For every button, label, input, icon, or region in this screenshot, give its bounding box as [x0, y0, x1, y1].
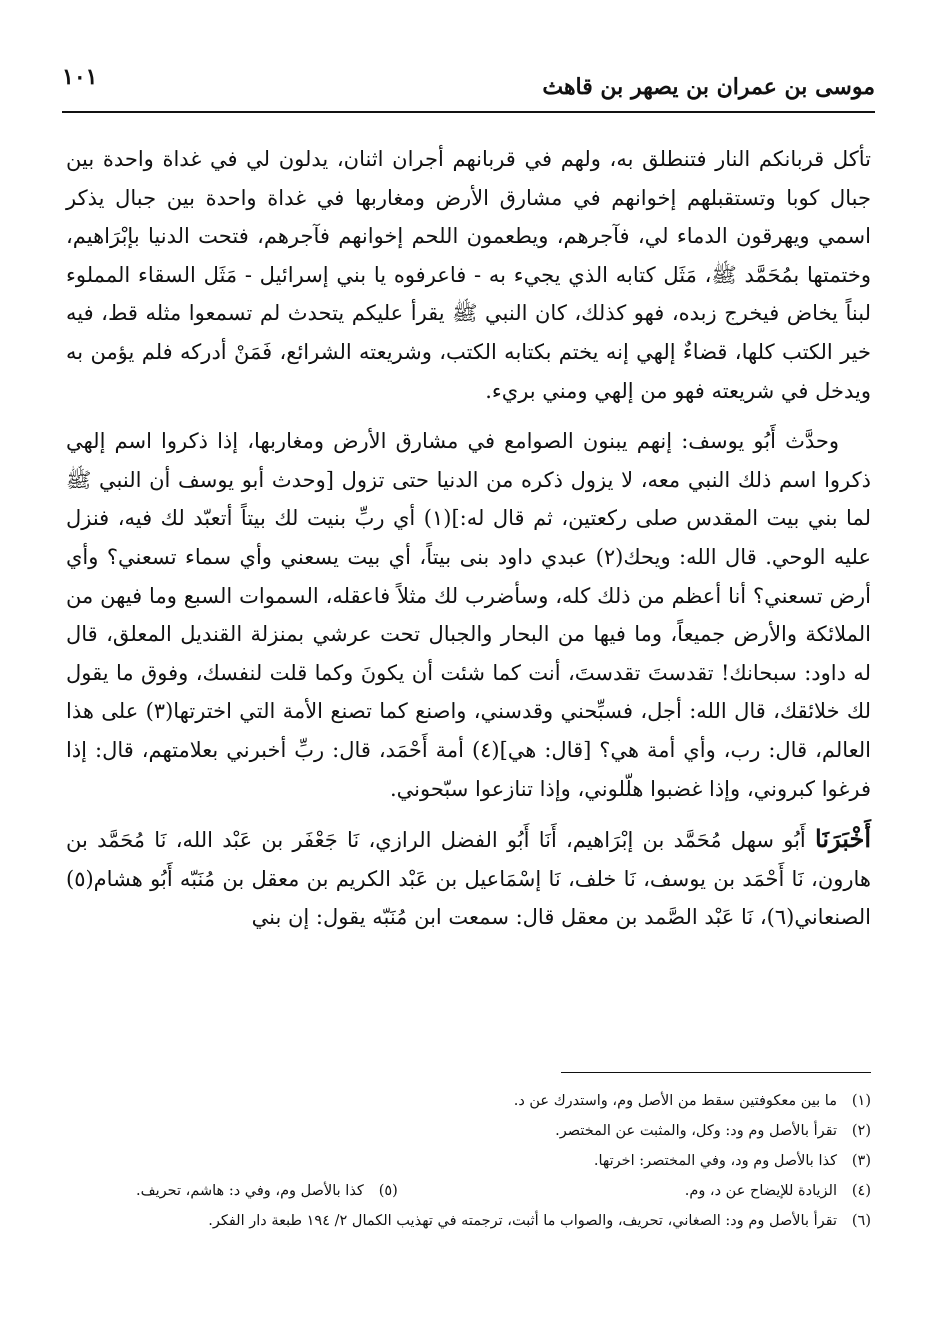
header-divider — [62, 111, 875, 113]
footnote-number: (١) — [851, 1093, 871, 1109]
footnote-2 — [66, 1116, 871, 1146]
footnote-text: الزيادة للإيضاح عن د، وم. — [684, 1183, 837, 1199]
paragraph-3-text: أَبُو سهل مُحَمَّد بن إبْرَاهيم، أَنَا أَبُو الفضل الرازي، نَا جَعْفَر بن عَبْد الله، نَا مُحَمَّد بن هارون، نَا أَحْمَد بن يوسف، نَا خلف، نَا إسْمَاعيل بن عَبْد الكريم بن معقل بن مُنَبّه أَبُو هشام(٥) الصنعاني(٦)، نَا عَبْد الصَّمد بن معقل قال: سمعت ابن مُنَبّه يقول: إن بني — [66, 828, 871, 930]
footnote-number: (٥) — [378, 1183, 398, 1199]
footnote-text: تقرأ بالأصل وم ود: الصغاني، تحريف، والصواب ما أثبت، ترجمته في تهذيب الكمال ٢/ ١٩٤ طبعة دار الفكر. — [208, 1213, 837, 1229]
main-text — [66, 140, 871, 937]
footnote-text: كذا بالأصل وم، وفي د: هاشم، تحريف. — [136, 1183, 364, 1199]
footnote-text: كذا بالأصل وم ود، وفي المختصر: اخرتها. — [593, 1153, 837, 1169]
page-number: ١٠١ — [62, 64, 98, 90]
footnote-divider — [561, 1072, 871, 1073]
footnote-number: (٦) — [851, 1213, 871, 1229]
footnote-4 — [66, 1176, 871, 1206]
footnote-text: تقرأ بالأصل وم ود: وكل، والمثبت عن المختصر. — [555, 1123, 837, 1139]
footnote-6 — [66, 1206, 871, 1236]
footnote-1 — [66, 1086, 871, 1116]
footnote-5 — [136, 1176, 398, 1206]
running-header — [62, 62, 875, 106]
chapter-title: موسى بن عمران بن يصهر بن قاهث — [542, 74, 875, 100]
footnote-text: ما بين معكوفتين سقط من الأصل وم، واستدرك عن د. — [513, 1093, 837, 1109]
footnote-3 — [66, 1146, 871, 1176]
paragraph-2: وحدَّث أَبُو يوسف: إنهم يبنون الصوامع في مشارق الأرض ومغاربها، إذا ذكروا اسم إلهي ذكروا اسم ذلك النبي معه، لا يزول ذكره من الدنيا حتى تزول [وحدث أبو يوسف أن النبي ﷺ لما بني بيت المقدس صلى ركعتين، ثم قال له:](١) أي ربِّ بنيت لك بيتاً أتعبّد لك فيه، فنزل عليه الوحي. قال الله: ويحك(٢) عبدي داود بنى بيتاً، أي بيت يسعني وأي سماء تسعني؟ وأي أرض تسعني؟ أنا أعظم من ذلك كله، وسأضرب لك مثلاً فاعقله، السموات السبع وما فيهن من الملائكة والأرض جميعاً، وما فيها من البحار والجبال تحت عرشي بمنزلة القنديل المعلق، قال له داود: سبحانك! تقدستَ تقدستَ، أنت كما شئت أن يكونَ وكما قلت لنفسك، وفوق ما يقول لك خلائقك، قال الله: أجل، فسبِّحني وقدسني، واصنع كما تصنع الأمة التي اخترتها(٣) على هذا العالم، قال: رب، وأي أمة هي؟ [قال: هي](٤) أمة أَحْمَد، قال: ربِّ أخبرني بعلامتهم، قال: إذا فرغوا كبروني، وإذا غضبوا هلّلوني، وإذا تنازعوا سبّحوني. — [66, 429, 872, 801]
footnote-number: (٢) — [851, 1123, 871, 1139]
footnote-number: (٣) — [851, 1153, 871, 1169]
paragraph-3-lead: أَخْبَرَنَا — [815, 824, 871, 854]
footnotes — [66, 1086, 871, 1236]
paragraph-1: تأكل قربانكم النار فتنطلق به، ولهم في قربانهم أجران اثنان، يدلون لي في غداة واحدة بين جبال كوبا وتستقبلهم إخوانهم في مشارق الأرض ومغاربها في غداة واحدة بين جبال يذكر اسمي ويهرقون الدماء لي، فآجرهم، ويطعمون اللحم إخوانهم فآجرهم، فتحت الدنيا بإبْرَاهيم، وختمتها بمُحَمَّد ﷺ، مَثَل كتابه الذي يجيء به - فاعرفوه يا بني إسرائيل - مَثَل السقاء المملوء لبناً يخاض فيخرج زبده، فهو كذلك، كان النبي ﷺ يقرأ عليكم يتحدث لم تسمعوا مثله قط، فيه خير الكتب كلها، قضاءٌ إلهي إنه يختم بكتابه الكتب، وشريعته الشرائع، فَمَنْ أدركه فلم يؤمن به ويدخل في شريعته فهو من إلهي ومني بريء. — [66, 147, 871, 403]
footnote-number: (٤) — [851, 1183, 871, 1199]
paragraph-3 — [66, 820, 871, 937]
